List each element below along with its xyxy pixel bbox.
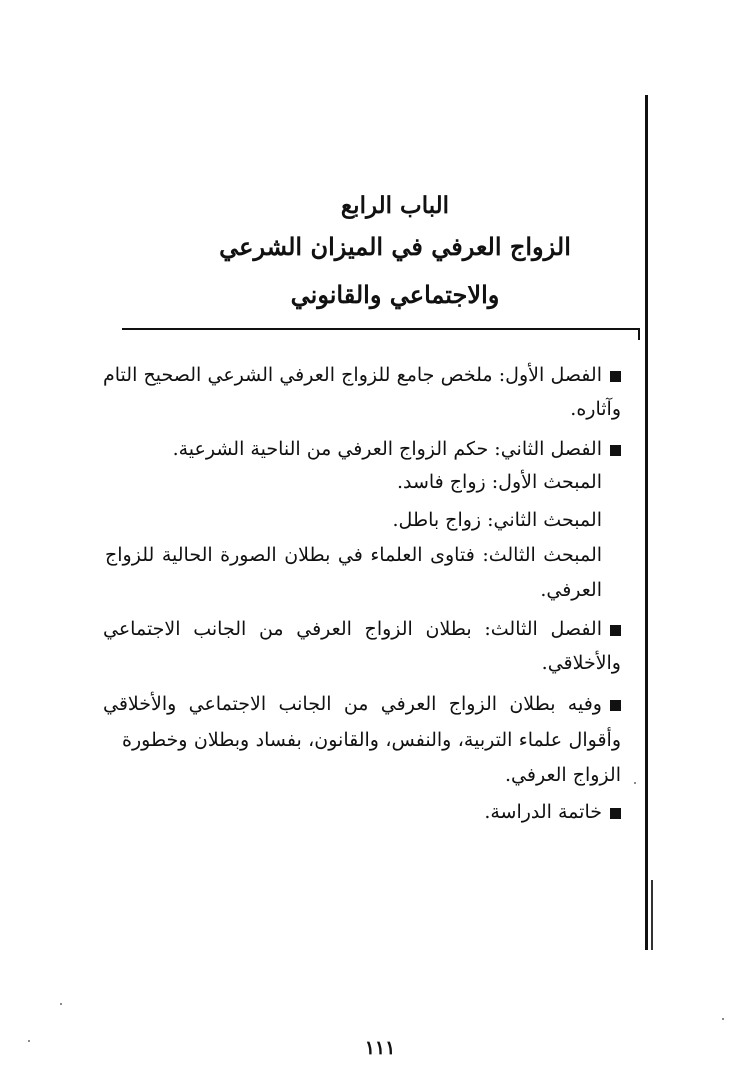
contents-item-chapter-1-cont: وآثاره. [570,398,621,420]
section-divider [122,328,640,330]
part-subtitle-line-1: الزواج العرفي في الميزان الشرعي [219,232,571,261]
chapter-3-label: الفصل الثالث: [484,618,602,640]
contents-subitem-section-1 [397,469,602,495]
contents-subitem-section-3 [105,542,602,568]
part-title: الباب الرابع [340,192,450,219]
contents-item-chapter-1 [103,362,621,388]
part-subtitle-line-2: والاجتماعي والقانوني [290,280,500,309]
section-2-label: المبحث الثاني: [487,509,602,531]
scan-speck [634,782,636,784]
chapter-3-text: بطلان الزواج العرفي من الجانب الاجتماعي [103,618,472,640]
section-1-label: المبحث الأول: [491,471,602,493]
contents-subitem-section-3-cont: العرفي. [540,579,602,601]
contents-item-conclusion [484,799,621,825]
contents-item-topic-cont-1: وأقوال علماء التربية، والنفس، والقانون، بفساد وبطلان وخطورة [122,729,621,751]
bullet-square-icon [610,808,621,819]
section-3-label: المبحث الثالث: [482,544,603,566]
margin-vertical-rule-secondary [651,880,653,950]
scan-speck [60,1003,62,1005]
bullet-square-icon [610,371,621,382]
scan-speck [722,1018,724,1020]
section-2-text: زواج باطل. [392,509,482,531]
bullet-square-icon [610,700,621,711]
contents-item-chapter-2 [173,436,621,462]
chapter-2-label: الفصل الثاني: [494,438,602,460]
contents-item-topic-cont-2: الزواج العرفي. [505,764,621,786]
contents-item-topic [103,691,621,717]
contents-subitem-section-2 [393,507,602,533]
section-3-text: فتاوى العلماء في بطلان الصورة الحالية للزواج [105,544,475,566]
topic-text: وفيه بطلان الزواج العرفي من الجانب الاجتماعي والأخلاقي [103,693,602,715]
section-divider-tick [638,328,640,340]
bullet-square-icon [610,445,621,456]
scan-speck [28,1040,30,1042]
chapter-1-label: الفصل الأول: [498,364,602,386]
chapter-1-text: ملخص جامع للزواج العرفي الشرعي الصحيح التام [103,364,493,386]
chapter-2-text: حكم الزواج العرفي من الناحية الشرعية. [172,438,489,460]
conclusion-text: خاتمة الدراسة. [484,801,602,823]
contents-item-chapter-3 [103,616,621,642]
bullet-square-icon [610,625,621,636]
page-number: ١١١ [364,1037,396,1059]
contents-item-chapter-3-cont: والأخلاقي. [541,652,621,674]
section-1-text: زواج فاسد. [396,471,486,493]
margin-vertical-rule [645,95,648,950]
